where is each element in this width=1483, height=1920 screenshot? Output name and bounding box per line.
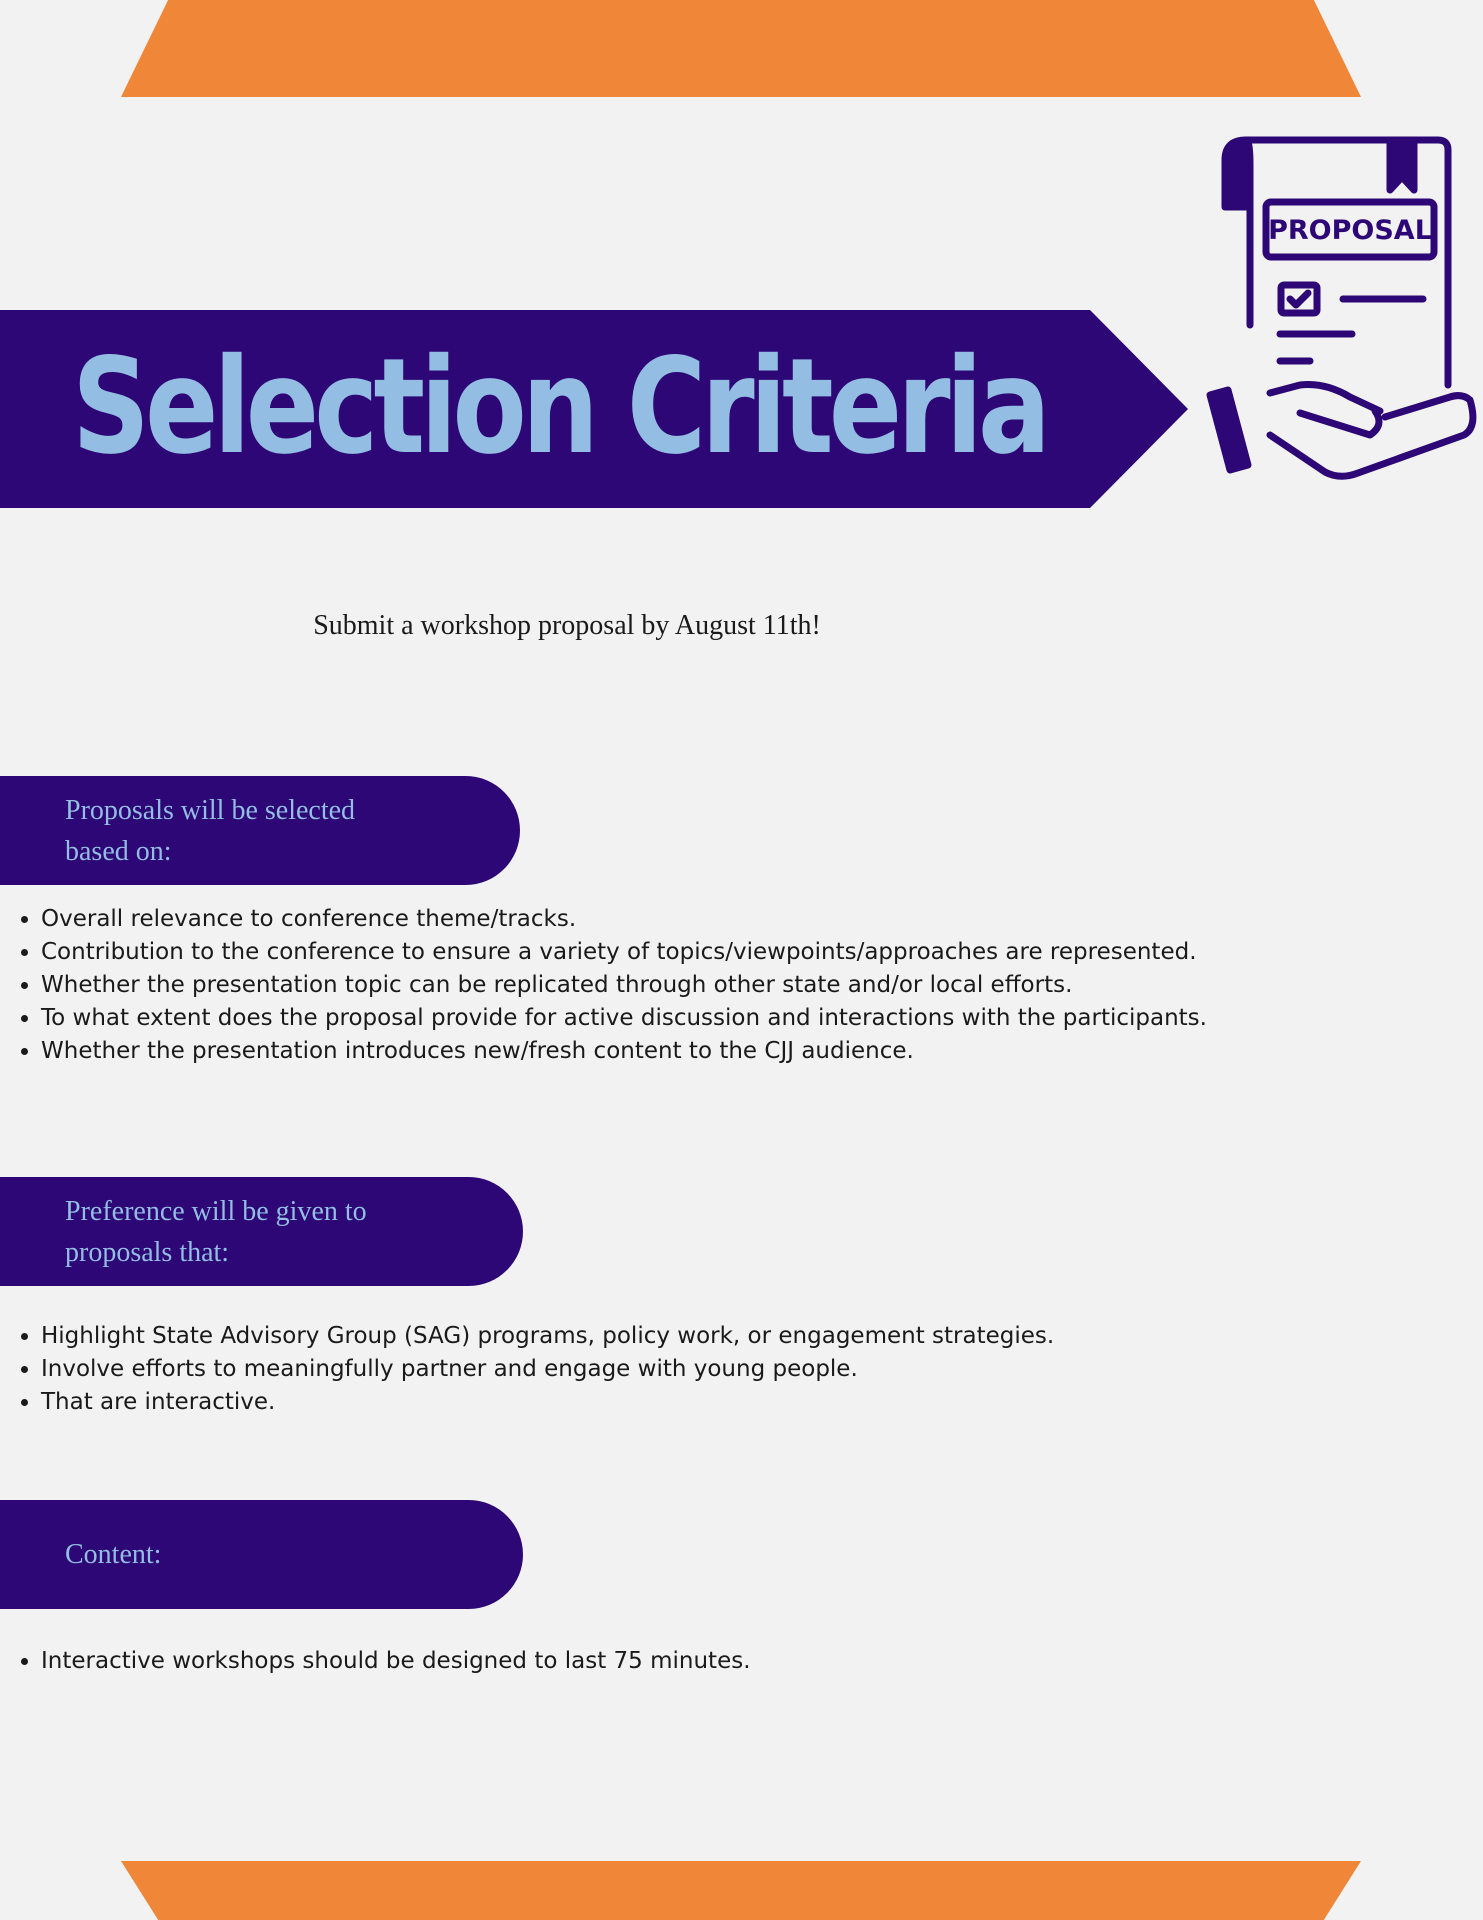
preference-list <box>0 1320 1054 1419</box>
top-orange-banner <box>121 0 1361 97</box>
list-item: • Involve efforts to meaningfully partner and engage with young people. <box>41 1353 1054 1386</box>
list-item: • Whether the presentation topic can be replicated through other state and/or local efforts. <box>41 969 1207 1002</box>
proposal-document-hand-icon <box>1180 135 1480 485</box>
list-item: • Interactive workshops should be designed to last 75 minutes. <box>41 1645 751 1678</box>
section-heading-selected-based-on <box>0 776 520 885</box>
subtitle: Submit a workshop proposal by August 11th! <box>313 610 821 641</box>
section-heading-line: based on: <box>65 835 172 867</box>
selection-criteria-list <box>0 903 1207 1068</box>
section-heading-content <box>0 1500 523 1609</box>
list-item: • That are interactive. <box>41 1386 1054 1419</box>
list-item: • Whether the presentation introduces new/fresh content to the CJJ audience. <box>41 1035 1207 1068</box>
section-heading-line: Preference will be given to <box>65 1195 367 1227</box>
page-title: Selection Criteria <box>72 330 1047 484</box>
section-heading-line: Content: <box>65 1539 162 1570</box>
list-item: • To what extent does the proposal provide for active discussion and interactions with the participants. <box>41 1002 1207 1035</box>
section-heading-preference <box>0 1177 523 1286</box>
content-list <box>0 1645 751 1678</box>
list-item: • Highlight State Advisory Group (SAG) programs, policy work, or engagement strategies. <box>41 1320 1054 1353</box>
list-item: • Overall relevance to conference theme/tracks. <box>41 903 1207 936</box>
proposal-label: PROPOSAL <box>1268 215 1432 246</box>
section-heading-line: proposals that: <box>65 1236 230 1268</box>
list-item: • Contribution to the conference to ensure a variety of topics/viewpoints/approaches are represented. <box>41 936 1207 969</box>
section-heading-line: Proposals will be selected <box>65 794 356 826</box>
bottom-orange-banner <box>121 1861 1361 1920</box>
